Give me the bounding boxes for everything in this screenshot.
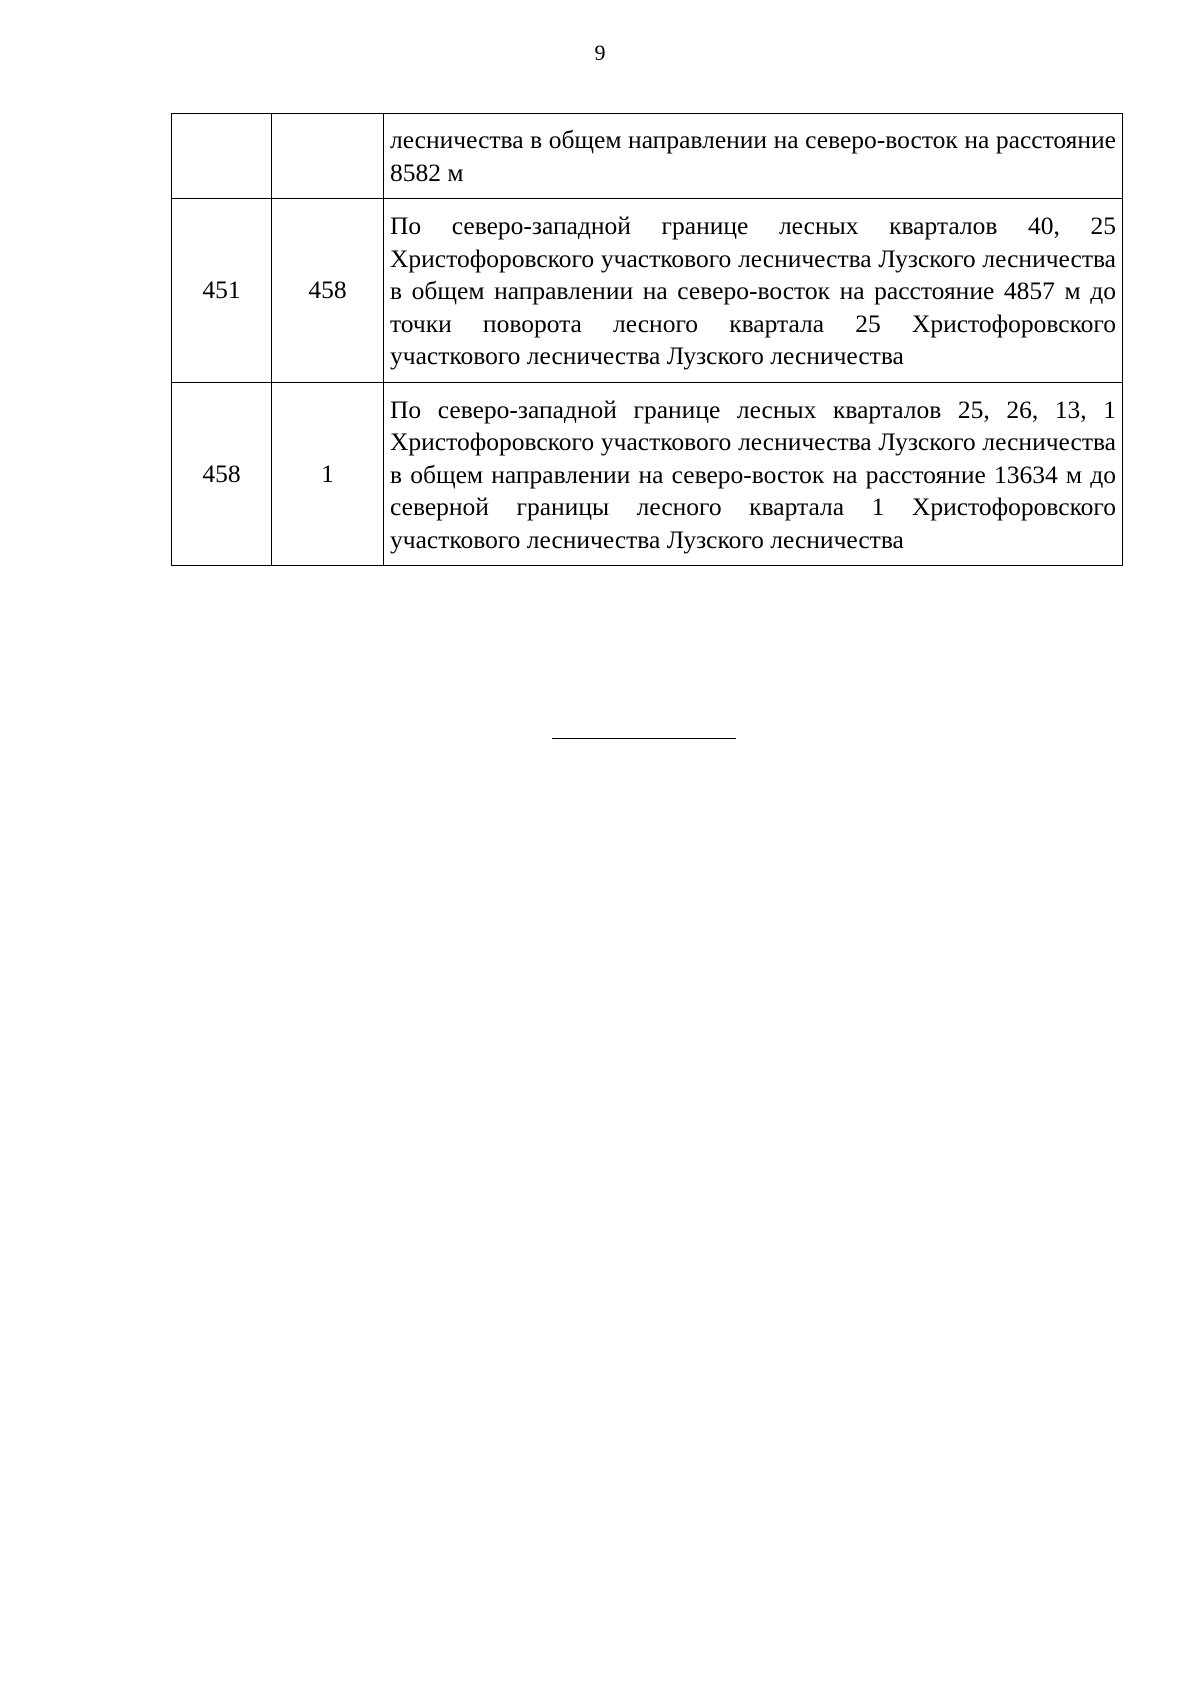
table-row: [172, 114, 1123, 199]
boundary-description-cell: лесничества в общем направлении на северо-восток на расстояние 8582 м: [384, 114, 1123, 199]
page-number: 9: [594, 40, 606, 65]
point-from-cell: [172, 114, 272, 199]
end-separator-line: [552, 738, 736, 739]
point-to-cell: 458: [272, 199, 384, 383]
table-row: [172, 382, 1123, 566]
boundary-description-cell: По северо-западной границе лесных кварталов 40, 25 Христофоровского участкового лесничества Лузского лесничества в общем направлении на северо-восток на расстояние 4857 м до точки поворота лесного квартала 25 Христофоровского участкового лесничества Лузского лесничества: [384, 199, 1123, 383]
point-from-cell: 451: [172, 199, 272, 383]
point-from-cell: 458: [172, 382, 272, 566]
boundary-table: [171, 113, 1123, 566]
table-row: [172, 199, 1123, 383]
boundary-description-cell: По северо-западной границе лесных кварталов 25, 26, 13, 1 Христофоровского участкового лесничества Лузского лесничества в общем направлении на северо-восток на расстояние 13634 м до северной границы лесного квартала 1 Христофоровского участкового лесничества Лузского лесничества: [384, 382, 1123, 566]
point-to-cell: 1: [272, 382, 384, 566]
point-to-cell: [272, 114, 384, 199]
